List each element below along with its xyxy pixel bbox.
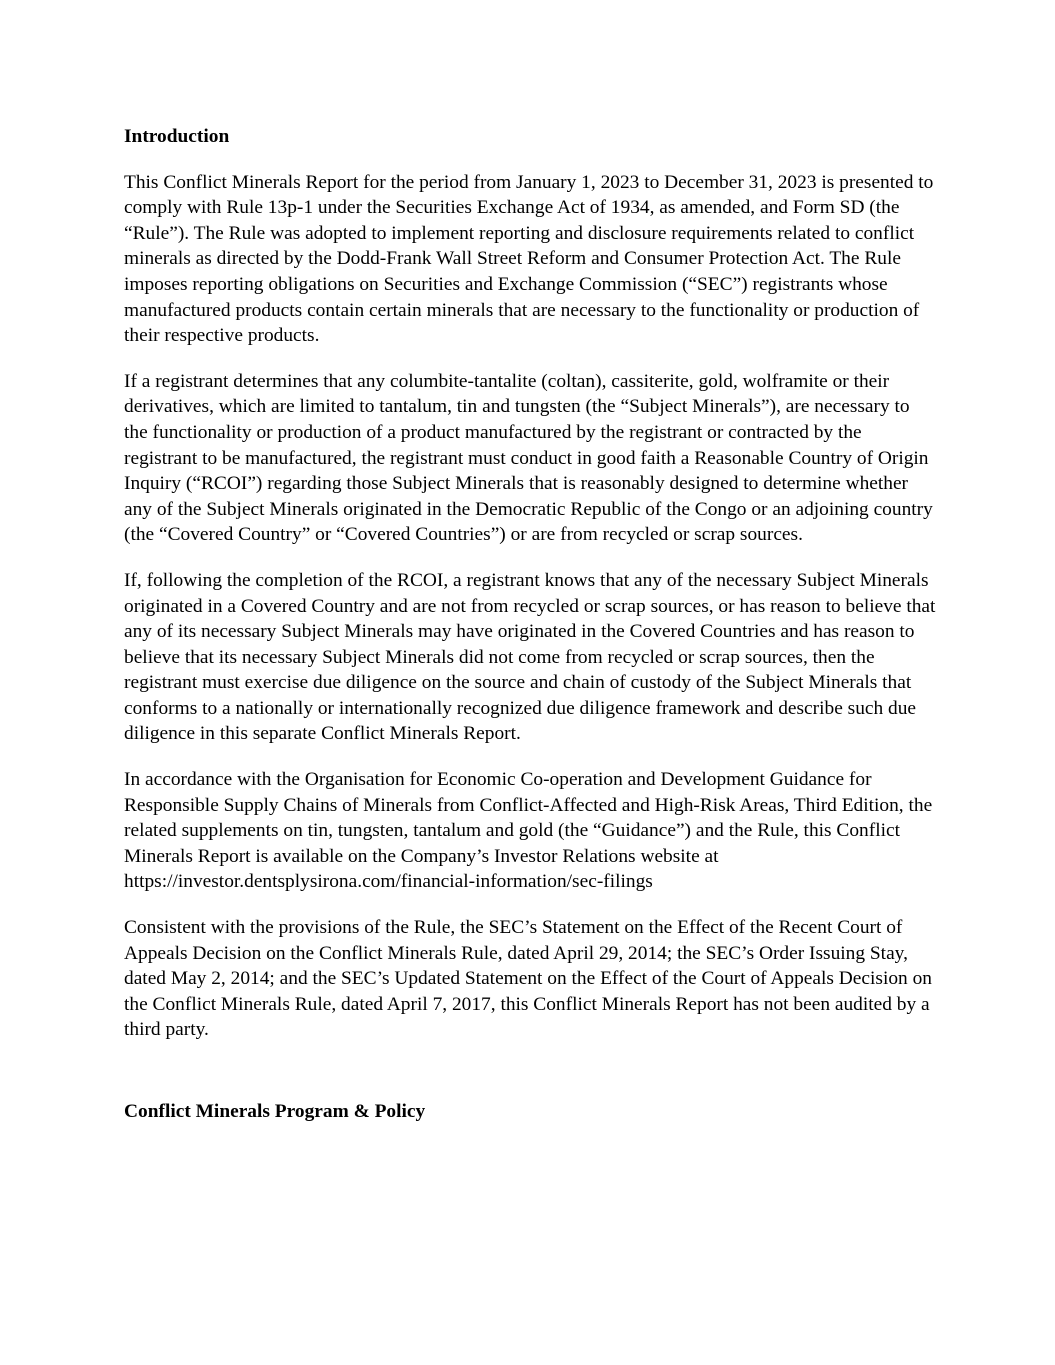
paragraph-rcoi-requirement: If a registrant determines that any columbite-tantalite (coltan), cassiterite, gold, wolframite or their derivatives, which are limited to tantalum, tin and tungsten (the “Subject Minerals”), are necessary to the functionality or production of a product manufactured by the registrant or contracted by the registrant to be manufactured, the registrant must conduct in good faith a Reasonable Country of Origin Inquiry (“RCOI”) regarding those Subject Minerals that is reasonably designed to determine whether any of the Subject Minerals originated in the Democratic Republic of the Congo or an adjoining country (the “Covered Country” or “Covered Countries”) or are from recycled or scrap sources.: [124, 370, 933, 546]
paragraph-due-diligence: If, following the completion of the RCOI, a registrant knows that any of the necessary Subject Minerals originated in a Covered Country and are not from recycled or scrap sources, or has reason to believe that any of its necessary Subject Minerals may have originated in the Covered Countries and has reason to believe that its necessary Subject Minerals did not come from recycled or scrap sources, then the registrant must exercise due diligence on the source and chain of custody of the Subject Minerals that conforms to a nationally or internationally recognized due diligence framework and describe such due diligence in this separate Conflict Minerals Report.: [124, 569, 936, 745]
paragraph-audit-statement: Consistent with the provisions of the Rule, the SEC’s Statement on the Effect of the Recent Court of Appeals Decision on the Conflict Minerals Rule, dated April 29, 2014; the SEC’s Order Issuing Stay, dated May 2, 2014; and the SEC’s Updated Statement on the Effect of the Court of Appeals Decision on the Conflict Minerals Rule, dated April 7, 2017, this Conflict Minerals Report has not been audited by a third party.: [124, 917, 932, 1041]
introduction-heading: Introduction: [124, 126, 230, 147]
paragraph-report-period: This Conflict Minerals Report for the period from January 1, 2023 to December 31, 2023 is presented to comply with Rule 13p-1 under the Securities Exchange Act of 1934, as amended, and Form SD (the “Rule”). The Rule was adopted to implement reporting and disclosure requirements related to conflict minerals as directed by the Dodd-Frank Wall Street Reform and Consumer Protection Act. The Rule imposes reporting obligations on Securities and Exchange Commission (“SEC”) registrants whose manufactured products contain certain minerals that are necessary to the functionality or production of their respective products.: [124, 171, 934, 347]
paragraph-oecd-guidance: In accordance with the Organisation for Economic Co-operation and Development Guidance for Responsible Supply Chains of Minerals from Conflict-Affected and High-Risk Areas, Third Edition, the related supplements on tin, tungsten, tantalum and gold (the “Guidance”) and the Rule, this Conflict Minerals Report is available on the Company’s Investor Relations website at https://investor.dentsplysirona.com/financial-information/sec-filings: [124, 769, 933, 893]
program-policy-heading: Conflict Minerals Program & Policy: [124, 1101, 426, 1122]
document-body: [124, 124, 936, 1125]
